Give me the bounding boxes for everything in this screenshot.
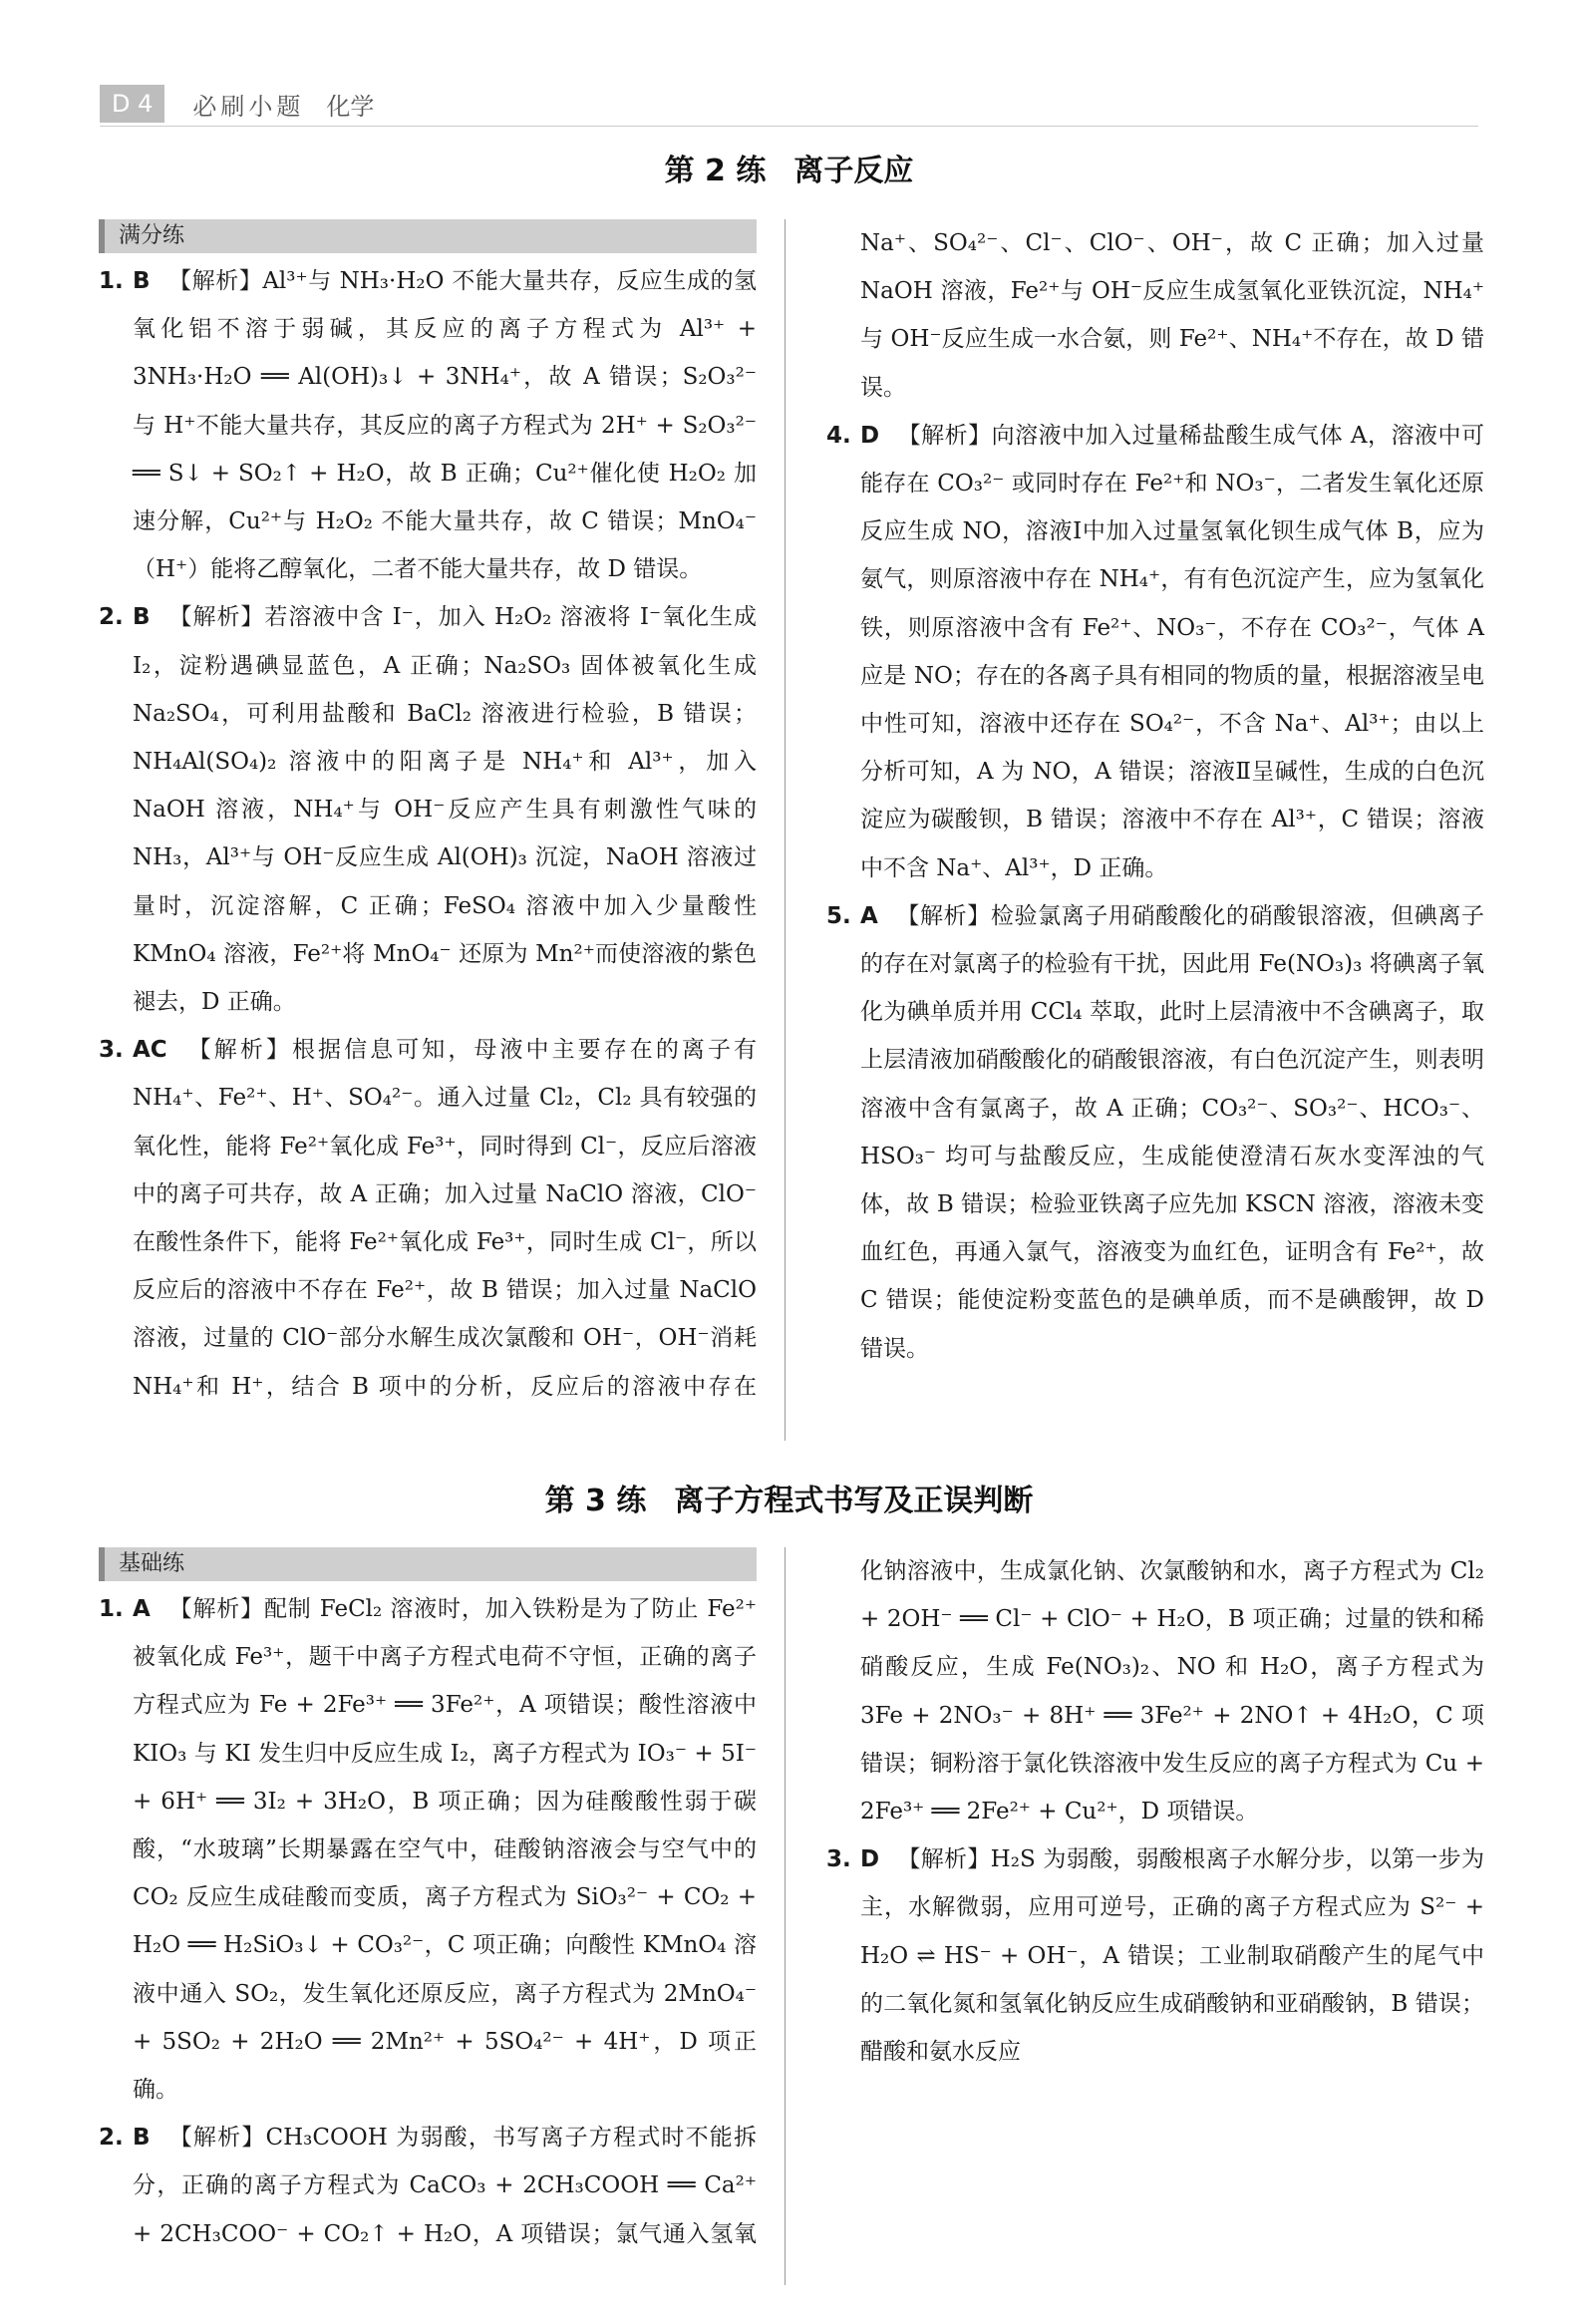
section-2-tag: 满分练 <box>99 219 757 253</box>
section-3-body <box>99 1547 1484 2285</box>
section-3-tag: 基础练 <box>99 1547 757 1581</box>
answer-letter: B <box>133 2125 151 2152</box>
question-number: 3. <box>826 1846 851 1873</box>
analysis-text: CH₃COOH 为弱酸，书写离子方程式时不能拆分，正确的离子方程式为 CaCO₃ + 2CH₃COOH ══ Ca²⁺ + 2CH₃COO⁻ + CO₂↑ + H₂O，A 项错误；氯气通入氢氧化钠溶液中，生成氯化钠、次氯酸钠和水，离子方程式为 Cl₂ + 2OH⁻ ══ Cl⁻ + ClO⁻ + H₂O，B 项正确；过量的铁和稀硝酸反应，生成 Fe(NO₃)₂、NO 和 H₂O，离子方程式为 3Fe + 2NO₃⁻ + 8H⁺ ══ 3Fe²⁺ + 2NO↑ + 4H₂O，C 项错误；铜粉溶于氯化铁溶液中发生反应的离子方程式为 Cu + 2Fe³⁺ ══ 2Fe²⁺ + Cu²⁺，D 项错误。 <box>133 1558 1484 2247</box>
book-subject: 化学 <box>326 92 375 121</box>
section-2-heading: 离子反应 <box>793 154 914 188</box>
page-header <box>100 84 374 124</box>
analysis-label: 【解析】 <box>167 604 265 631</box>
analysis-label: 【解析】 <box>167 2125 266 2152</box>
analysis-label: 【解析】 <box>167 268 263 294</box>
answer-letter: A <box>133 1596 151 1622</box>
question-number: 2. <box>99 2125 124 2152</box>
question-item <box>826 892 1484 1373</box>
question-number: 5. <box>826 902 851 929</box>
question-number: 1. <box>99 1596 124 1622</box>
question-item <box>99 1585 757 2114</box>
book-title: 必刷小题 <box>192 92 305 121</box>
question-number: 3. <box>99 1037 124 1064</box>
analysis-label: 【解析】 <box>897 422 992 449</box>
question-item <box>826 1835 1484 2076</box>
analysis-label: 【解析】 <box>184 1037 292 1064</box>
analysis-text: 根据信息可知，母液中主要存在的离子有 NH₄⁺、Fe²⁺、H⁺、SO₄²⁻。通入过量 Cl₂，Cl₂ 具有较强的氧化性，能将 Fe²⁺氧化成 Fe³⁺，同时得到 Cl⁻，反应后溶液中的离子可共存，故 A 正确；加入过量 NaClO 溶液，ClO⁻在酸性条件下，能将 Fe²⁺氧化成 Fe³⁺，同时生成 Cl⁻，所以反应后的溶液中不存在 Fe²⁺，故 B 错误；加入过量 NaClO 溶液，过量的 ClO⁻部分水解生成次氯酸和 OH⁻，OH⁻消耗 NH₄⁺和 H⁺，结合 B 项中的分析，反应后的溶液中存在 Na⁺、SO₄²⁻、Cl⁻、ClO⁻、OH⁻，故 C 正确；加入过量 NaOH 溶液，Fe²⁺与 OH⁻反应生成氢氧化亚铁沉淀，NH₄⁺与 OH⁻反应生成一水合氨，则 Fe²⁺、NH₄⁺不存在，故 D 错误。 <box>133 230 1484 1400</box>
analysis-text: 向溶液中加入过量稀盐酸生成气体 A，溶液中可能存在 CO₃²⁻ 或同时存在 Fe²⁺和 NO₃⁻，二者发生氧化还原反应生成 NO，溶液Ⅰ中加入过量氢氧化钡生成气体 B，应为氨气，则原溶液中存在 NH₄⁺，有有色沉淀产生，应为氢氧化铁，则原溶液中含有 Fe²⁺、NO₃⁻，不存在 CO₃²⁻，气体 A 应是 NO；存在的各离子具有相同的物质的量，根据溶液呈电中性可知，溶液中还存在 SO₄²⁻，不含 Na⁺、Al³⁺；由以上分析可知，A 为 NO，A 错误；溶液Ⅱ呈碱性，生成的白色沉淀应为碳酸钡，B 错误；溶液中不存在 Al³⁺，C 错误；溶液中不含 Na⁺、Al³⁺，D 正确。 <box>860 422 1485 881</box>
answer-letter: A <box>860 902 878 929</box>
question-item <box>99 257 757 593</box>
column-divider <box>785 219 786 1441</box>
question-number: 2. <box>99 604 124 631</box>
answer-letter: D <box>860 1846 880 1873</box>
answer-letter: B <box>133 268 151 294</box>
analysis-label: 【解析】 <box>897 1846 991 1873</box>
question-number: 4. <box>826 422 851 449</box>
analysis-text: H₂S 为弱酸，弱酸根离子水解分步，以第一步为主，水解微弱，应用可逆号，正确的离子方程式应为 S²⁻ + H₂O ⇌ HS⁻ + OH⁻，A 错误；工业制取硝酸产生的尾气中的二氧化氮和氢氧化钠反应生成硝酸钠和亚硝酸钠，B 错误；醋酸和氨水反应 <box>860 1846 1484 2066</box>
analysis-label: 【解析】 <box>895 902 991 929</box>
column-divider <box>785 1547 786 2285</box>
question-item <box>99 593 757 1026</box>
section-2-body <box>99 219 1484 1446</box>
analysis-text: 检验氯离子用硝酸酸化的硝酸银溶液，但碘离子的存在对氯离子的检验有干扰，因此用 Fe(NO₃)₃ 将碘离子氧化为碘单质并用 CCl₄ 萃取，此时上层清液中不含碘离子，取上层清液加硝酸酸化的硝酸银溶液，有白色沉淀产生，则表明溶液中含有氯离子，故 A 正确；CO₃²⁻、SO₃²⁻、HCO₃⁻、HSO₃⁻ 均可与盐酸反应，生成能使澄清石灰水变浑浊的气体，故 B 错误；检验亚铁离子应先加 KSCN 溶液，溶液未变血红色，再通入氯气，溶液变为血红色，证明含有 Fe²⁺，故 C 错误；能使淀粉变蓝色的是碘单质，而不是碘酸钾，故 D 错误。 <box>860 902 1485 1362</box>
section-2-number: 第 2 练 <box>664 154 767 188</box>
page-number-badge: D 4 <box>100 85 164 123</box>
section-3-number: 第 3 练 <box>544 1484 647 1518</box>
section-3-title <box>0 1476 1578 1519</box>
analysis-text: Al³⁺与 NH₃·H₂O 不能大量共存，反应生成的氢氧化铝不溶于弱碱，其反应的离子方程式为 Al³⁺ + 3NH₃·H₂O ══ Al(OH)₃↓ + 3NH₄⁺，故 A 错误；S₂O₃²⁻ 与 H⁺不能大量共存，其反应的离子方程式为 2H⁺ + S₂O₃²⁻ ══ S↓ + SO₂↑ + H₂O，故 B 正确；Cu²⁺催化使 H₂O₂ 加速分解，Cu²⁺与 H₂O₂ 不能大量共存，故 C 错误；MnO₄⁻（H⁺）能将乙醇氧化，二者不能大量共存，故 D 错误。 <box>133 268 758 583</box>
section-3-heading: 离子方程式书写及正误判断 <box>674 1484 1034 1518</box>
answer-letter: AC <box>133 1037 167 1064</box>
analysis-text: 配制 FeCl₂ 溶液时，加入铁粉是为了防止 Fe²⁺被氧化成 Fe³⁺，题干中离子方程式电荷不守恒，正确的离子方程式应为 Fe + 2Fe³⁺ ══ 3Fe²⁺，A 项错误；酸性溶液中 KIO₃ 与 KI 发生归中反应生成 I₂，离子方程式为 IO₃⁻ + 5I⁻ + 6H⁺ ══ 3I₂ + 3H₂O，B 项正确；因为硅酸酸性弱于碳酸，“水玻璃”长期暴露在空气中，硅酸钠溶液会与空气中的 CO₂ 反应生成硅酸而变质，离子方程式为 SiO₃²⁻ + CO₂ + H₂O ══ H₂SiO₃↓ + CO₃²⁻，C 项正确；向酸性 KMnO₄ 溶液中通入 SO₂，发生氧化还原反应，离子方程式为 2MnO₄⁻ + 5SO₂ + 2H₂O ══ 2Mn²⁺ + 5SO₄²⁻ + 4H⁺，D 项正确。 <box>133 1596 758 2104</box>
analysis-label: 【解析】 <box>167 1596 264 1622</box>
question-item <box>826 412 1484 892</box>
question-number: 1. <box>99 268 124 294</box>
answer-letter: B <box>133 604 151 631</box>
answer-letter: D <box>860 422 880 449</box>
analysis-text: 若溶液中含 I⁻，加入 H₂O₂ 溶液将 I⁻氧化生成 I₂，淀粉遇碘显蓝色，A 正确；Na₂SO₃ 固体被氧化生成 Na₂SO₄，可利用盐酸和 BaCl₂ 溶液进行检验，B 错误；NH₄Al(SO₄)₂ 溶液中的阳离子是 NH₄⁺和 Al³⁺，加入 NaOH 溶液，NH₄⁺与 OH⁻反应产生具有刺激性气味的 NH₃，Al³⁺与 OH⁻反应生成 Al(OH)₃ 沉淀，NaOH 溶液过量时，沉淀溶解，C 正确；FeSO₄ 溶液中加入少量酸性 KMnO₄ 溶液，Fe²⁺将 MnO₄⁻ 还原为 Mn²⁺而使溶液的紫色褪去，D 正确。 <box>133 604 757 1016</box>
section-2-title <box>0 146 1578 189</box>
header-divider <box>100 126 1478 127</box>
